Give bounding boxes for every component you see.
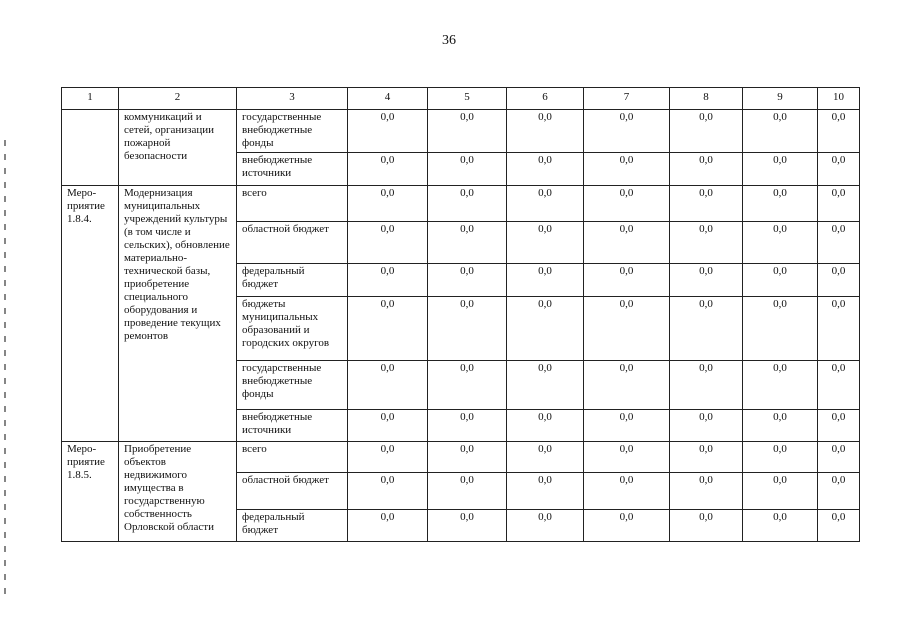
value-cell: 0,0 (507, 264, 584, 297)
value-cell: 0,0 (348, 361, 428, 410)
header-cell: 3 (237, 88, 348, 110)
measure-code-cell: Меро-приятие 1.8.5. (62, 442, 119, 542)
value-cell: 0,0 (428, 297, 507, 361)
value-cell: 0,0 (584, 510, 670, 542)
value-cell: 0,0 (818, 110, 860, 153)
header-cell: 1 (62, 88, 119, 110)
value-cell: 0,0 (348, 264, 428, 297)
value-cell: 0,0 (743, 473, 818, 510)
value-cell: 0,0 (743, 264, 818, 297)
measure-description-cell: коммуникаций и сетей, организации пожарной безопасности (119, 110, 237, 186)
value-cell: 0,0 (584, 410, 670, 442)
value-cell: 0,0 (584, 222, 670, 264)
value-cell: 0,0 (584, 297, 670, 361)
value-cell: 0,0 (507, 110, 584, 153)
funding-source-cell: внебюджетные источники (237, 410, 348, 442)
value-cell: 0,0 (670, 442, 743, 473)
value-cell: 0,0 (818, 264, 860, 297)
scan-edge-artifact (4, 140, 6, 600)
value-cell: 0,0 (670, 110, 743, 153)
value-cell: 0,0 (743, 222, 818, 264)
value-cell: 0,0 (743, 361, 818, 410)
funding-source-cell: государственные внебюджетные фонды (237, 361, 348, 410)
value-cell: 0,0 (507, 297, 584, 361)
value-cell: 0,0 (818, 186, 860, 222)
funding-source-cell: всего (237, 442, 348, 473)
table-row (62, 442, 860, 473)
header-cell: 8 (670, 88, 743, 110)
value-cell: 0,0 (428, 473, 507, 510)
value-cell: 0,0 (584, 153, 670, 186)
value-cell: 0,0 (670, 410, 743, 442)
value-cell: 0,0 (743, 510, 818, 542)
value-cell: 0,0 (428, 264, 507, 297)
header-cell: 5 (428, 88, 507, 110)
value-cell: 0,0 (584, 361, 670, 410)
value-cell: 0,0 (584, 473, 670, 510)
budget-table (61, 87, 860, 542)
value-cell: 0,0 (670, 473, 743, 510)
value-cell: 0,0 (743, 110, 818, 153)
value-cell: 0,0 (670, 186, 743, 222)
value-cell: 0,0 (818, 222, 860, 264)
value-cell: 0,0 (428, 361, 507, 410)
value-cell: 0,0 (584, 442, 670, 473)
value-cell: 0,0 (670, 264, 743, 297)
value-cell: 0,0 (818, 410, 860, 442)
header-cell: 2 (119, 88, 237, 110)
value-cell: 0,0 (428, 510, 507, 542)
header-cell: 10 (818, 88, 860, 110)
header-cell: 4 (348, 88, 428, 110)
funding-source-cell: внебюджетные источники (237, 153, 348, 186)
header-cell: 7 (584, 88, 670, 110)
value-cell: 0,0 (348, 186, 428, 222)
funding-source-cell: федеральный бюджет (237, 510, 348, 542)
value-cell: 0,0 (507, 510, 584, 542)
measure-code-cell (62, 110, 119, 186)
value-cell: 0,0 (818, 297, 860, 361)
header-cell: 9 (743, 88, 818, 110)
value-cell: 0,0 (428, 186, 507, 222)
value-cell: 0,0 (428, 442, 507, 473)
value-cell: 0,0 (670, 361, 743, 410)
measure-code-cell: Меро-приятие 1.8.4. (62, 186, 119, 442)
funding-source-cell: государственные внебюджетные фонды (237, 110, 348, 153)
value-cell: 0,0 (584, 264, 670, 297)
value-cell: 0,0 (818, 473, 860, 510)
measure-description-cell: Модернизация муниципальных учреждений культуры (в том числе и сельских), обновление материально-технической базы, приобретение специального оборудования и проведение текущих ремонтов (119, 186, 237, 442)
funding-source-cell: областной бюджет (237, 222, 348, 264)
value-cell: 0,0 (670, 297, 743, 361)
value-cell: 0,0 (584, 110, 670, 153)
value-cell: 0,0 (818, 442, 860, 473)
value-cell: 0,0 (818, 361, 860, 410)
value-cell: 0,0 (348, 442, 428, 473)
header-cell: 6 (507, 88, 584, 110)
value-cell: 0,0 (507, 473, 584, 510)
value-cell: 0,0 (507, 186, 584, 222)
value-cell: 0,0 (348, 110, 428, 153)
value-cell: 0,0 (743, 297, 818, 361)
value-cell: 0,0 (507, 442, 584, 473)
value-cell: 0,0 (670, 510, 743, 542)
funding-source-cell: областной бюджет (237, 473, 348, 510)
table-row (62, 186, 860, 222)
value-cell: 0,0 (743, 410, 818, 442)
value-cell: 0,0 (743, 186, 818, 222)
value-cell: 0,0 (428, 222, 507, 264)
value-cell: 0,0 (348, 222, 428, 264)
funding-source-cell: федеральный бюджет (237, 264, 348, 297)
page-number: 36 (442, 33, 456, 48)
value-cell: 0,0 (348, 297, 428, 361)
value-cell: 0,0 (428, 110, 507, 153)
value-cell: 0,0 (507, 153, 584, 186)
value-cell: 0,0 (348, 473, 428, 510)
value-cell: 0,0 (428, 410, 507, 442)
value-cell: 0,0 (670, 153, 743, 186)
funding-source-cell: всего (237, 186, 348, 222)
value-cell: 0,0 (507, 361, 584, 410)
value-cell: 0,0 (507, 410, 584, 442)
value-cell: 0,0 (818, 153, 860, 186)
value-cell: 0,0 (743, 442, 818, 473)
value-cell: 0,0 (348, 510, 428, 542)
value-cell: 0,0 (348, 153, 428, 186)
value-cell: 0,0 (670, 222, 743, 264)
value-cell: 0,0 (428, 153, 507, 186)
value-cell: 0,0 (818, 510, 860, 542)
value-cell: 0,0 (348, 410, 428, 442)
funding-source-cell: бюджеты муниципальных образований и городских округов (237, 297, 348, 361)
table-row (62, 110, 860, 153)
header-row (62, 88, 860, 110)
value-cell: 0,0 (743, 153, 818, 186)
value-cell: 0,0 (507, 222, 584, 264)
value-cell: 0,0 (584, 186, 670, 222)
measure-description-cell: Приобретение объектов недвижимого имущества в государственную собственность Орловской области (119, 442, 237, 542)
